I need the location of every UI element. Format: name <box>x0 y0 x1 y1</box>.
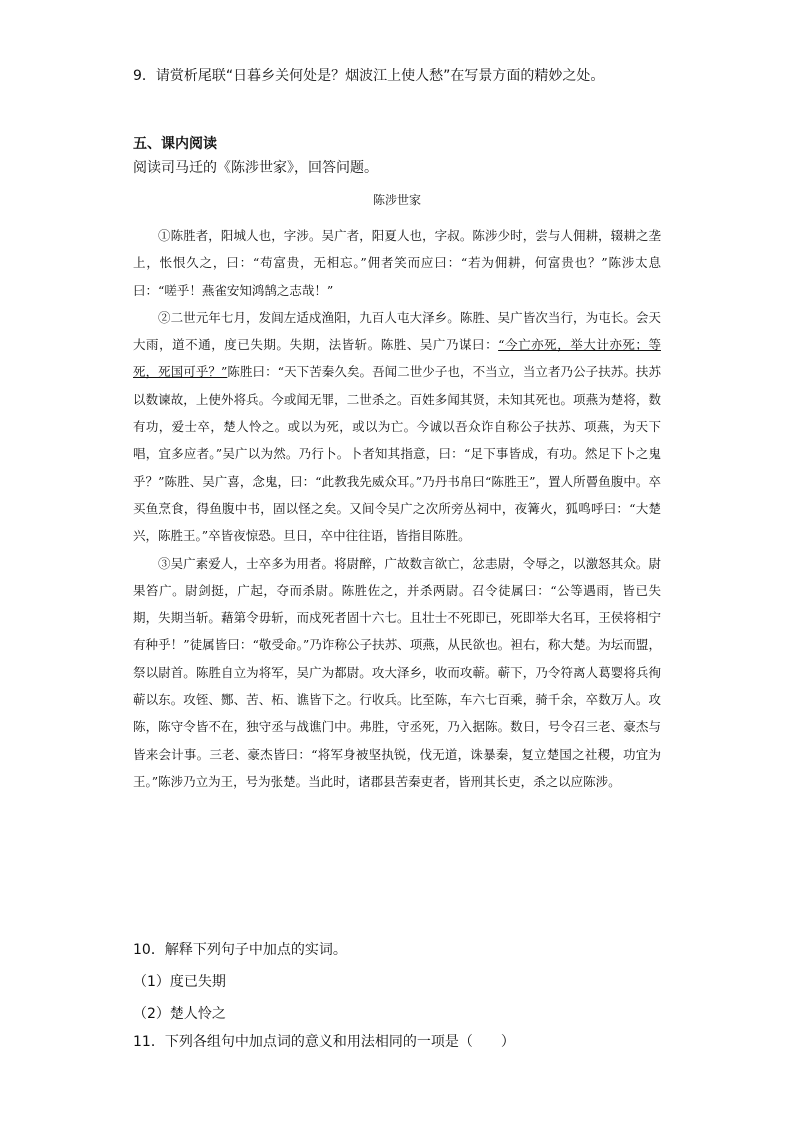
passage-paragraph-2-start: ②二世元年七月，发闾左适戍渔阳，九百人屯大泽乡。陈胜、吴广皆次当行，为屯长。会天大雨，道不通，度已失期。失期，法皆斩。陈胜、吴广乃谋曰： <box>133 309 661 353</box>
passage-paragraph-2-end: 陈胜曰：“天下苦秦久矣。吾闻二世少子也，不当立，当立者乃公子扶苏。扶苏以数谏故，上使外将兵。今或闻无罪，二世杀之。百姓多闻其贤，未知其死也。项燕为楚将，数有功，爱士卒，楚人怜之。或以为死，或以为亡。今诚以吾众诈自称公子扶苏、项燕，为天下唱，宜多应者。”吴广以为然。乃行卜。卜者知其指意，曰：“足下事皆成，有功。然足下卜之鬼乎？”陈胜、吴广喜，念鬼，曰：“此教我先威众耳。”乃丹书帛曰“陈胜王”，置人所罾鱼腹中。卒买鱼烹食，得鱼腹中书，固以怪之矣。又间令吴广之次所旁丛祠中，夜篝火，狐鸣呼曰：“大楚兴，陈胜王。”卒皆夜惊恐。旦日，卒中往往语，皆指目陈胜。 <box>133 364 661 544</box>
passage-paragraph-2 <box>133 304 661 550</box>
section-intro: 阅读司马迁的《陈涉世家》，回答问题。 <box>133 160 378 176</box>
question-10-item-2: （2）楚人怜之 <box>133 1006 226 1022</box>
section-title: 五、课内阅读 <box>133 136 217 152</box>
underlined-sentence: “今亡亦死，举大计亦死；等死，死国可乎？” <box>133 337 661 380</box>
question-10-item-1: （1）度已失期 <box>133 974 226 990</box>
question-11: 11．下列各组句中加点词的意义和用法相同的一项是（ ） <box>133 1034 515 1050</box>
passage-title: 陈涉世家 <box>372 193 421 207</box>
passage-paragraph-1: ①陈胜者，阳城人也，字涉。吴广者，阳夏人也，字叔。陈涉少时，尝与人佣耕，辍耕之垄上，怅恨久之，曰：“苟富贵，无相忘。”佣者笑而应曰：“若为佣耕，何富贵也？”陈涉太息曰：“嗟乎！燕雀安知鸿鹄之志哉！” <box>133 228 661 298</box>
passage-body <box>133 222 661 795</box>
passage-paragraph-3: ③吴广素爱人，士卒多为用者。将尉醉，广故数言欲亡，忿恚尉，令辱之，以激怒其众。尉果笞广。尉剑挺，广起，夺而杀尉。陈胜佐之，并杀两尉。召令徒属曰：“公等遇雨，皆已失期，失期当斩。藉第令毋斩，而戍死者固十六七。且壮士不死即已，死即举大名耳，王侯将相宁有种乎！”徒属皆曰：“敬受命。”乃诈称公子扶苏、项燕，从民欲也。袒右，称大楚。为坛而盟，祭以尉首。陈胜自立为将军，吴广为都尉。攻大泽乡，收而攻蕲。蕲下，乃令符离人葛婴将兵徇蕲以东。攻铚、酂、苦、柘、谯皆下之。行收兵。比至陈，车六七百乘，骑千余，卒数万人。攻陈，陈守令皆不在，独守丞与战谯门中。弗胜，守丞死，乃入据陈。数日，号令召三老、豪杰与皆来会计事。三老、豪杰皆曰：“将军身被坚执锐，伐无道，诛暴秦，复立楚国之社稷，功宜为王。”陈涉乃立为王，号为张楚。当此时，诸郡县苦秦吏者，皆刑其长吏，杀之以应陈涉。 <box>133 555 661 789</box>
question-10: 10．解释下列句子中加点的实词。 <box>133 942 347 958</box>
question-9: 9．请赏析尾联“日暮乡关何处是？烟波江上使人愁”在写景方面的精妙之处。 <box>133 68 605 84</box>
